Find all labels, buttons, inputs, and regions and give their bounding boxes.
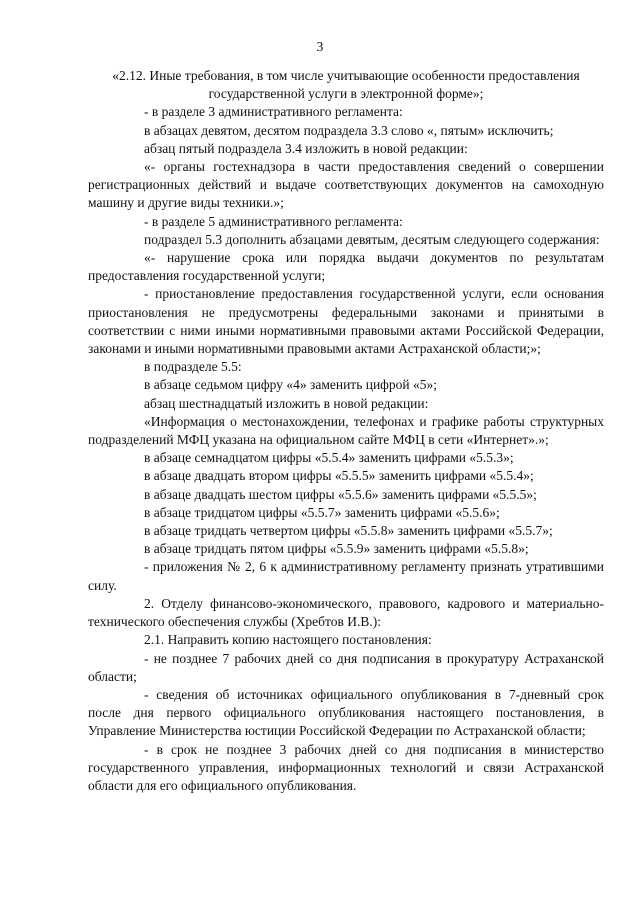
paragraph: в абзаце двадцать шестом цифры «5.5.6» заменить цифрами «5.5.5»; bbox=[144, 486, 537, 502]
paragraph: «- нарушение срока или порядка выдачи документов по результатам предоставления государственной услуги; bbox=[88, 250, 604, 284]
paragraph: - сведения об источниках официального опубликования в 7-дневный срок после дня первого официального опубликования настоящего постановления, в Управление Министерства юстиции Российской Федерации по Астраханской области; bbox=[88, 686, 604, 739]
paragraph: «Информация о местонахождении, телефонах и графике работы структурных подразделений МФЦ указана на официальном сайте МФЦ в сети «Интернет».»; bbox=[88, 413, 604, 448]
paragraph: абзац пятый подраздела 3.4 изложить в новой редакции: bbox=[144, 140, 468, 156]
paragraph: в абзаце двадцать втором цифры «5.5.5» заменить цифрами «5.5.4»; bbox=[144, 468, 534, 484]
paragraph: в абзаце тридцать пятом цифры «5.5.9» заменить цифрами «5.5.8»; bbox=[144, 541, 529, 557]
paragraph: 2. Отделу финансово-экономического, правового, кадрового и материально-технического обеспечения службы (Хребтов И.В.): bbox=[88, 595, 604, 630]
document-body bbox=[88, 67, 604, 795]
page-number: 3 bbox=[316, 39, 324, 54]
paragraph: - в разделе 5 административного регламента: bbox=[144, 213, 403, 229]
paragraph: в абзаце семнадцатом цифры «5.5.4» заменить цифрами «5.5.3»; bbox=[144, 450, 514, 466]
paragraph: - приостановление предоставления государственной услуги, если основания приостановления не предусмотрены федеральными законами и принятыми в соответствии с ними иными нормативными правовыми актами Российской Федерации, законами и иными нормативными правовыми актами Астраханской области;»; bbox=[88, 286, 604, 357]
paragraph: в абзаце седьмом цифру «4» заменить цифрой «5»; bbox=[144, 377, 438, 393]
paragraph: - в срок не позднее 3 рабочих дней со дня подписания в министерство государственного управления, информационных технологий и связи Астраханской области для его официального опубликования. bbox=[88, 741, 604, 793]
paragraph: абзац шестнадцатый изложить в новой редакции: bbox=[144, 395, 429, 411]
paragraph: в абзаце тридцатом цифры «5.5.7» заменить цифрами «5.5.6»; bbox=[144, 504, 500, 520]
paragraph: в абзаце тридцать четвертом цифры «5.5.8» заменить цифрами «5.5.7»; bbox=[144, 523, 553, 539]
paragraph: «- органы гостехнадзора в части предоставления сведений о совершении регистрационных действий и выдаче соответствующих документов на самоходную машину и другие виды техники.»; bbox=[88, 159, 604, 211]
paragraph: - приложения № 2, 6 к административному регламенту признать утратившими силу. bbox=[88, 559, 604, 593]
paragraph: 2.1. Направить копию настоящего постановления: bbox=[144, 632, 432, 648]
paragraph: подраздел 5.3 дополнить абзацами девятым, десятым следующего содержания: bbox=[144, 231, 600, 247]
paragraph: - в разделе 3 административного регламента: bbox=[144, 104, 403, 120]
paragraph: - не позднее 7 рабочих дней со дня подписания в прокуратуру Астраханской области; bbox=[88, 650, 604, 684]
paragraph: в абзацах девятом, десятом подраздела 3.3 слово «, пятым» исключить; bbox=[144, 122, 554, 138]
paragraph: в подразделе 5.5: bbox=[144, 359, 242, 375]
paragraph: «2.12. Иные требования, в том числе учитывающие особенности предоставления государственной услуги в электронной форме»; bbox=[112, 68, 580, 102]
